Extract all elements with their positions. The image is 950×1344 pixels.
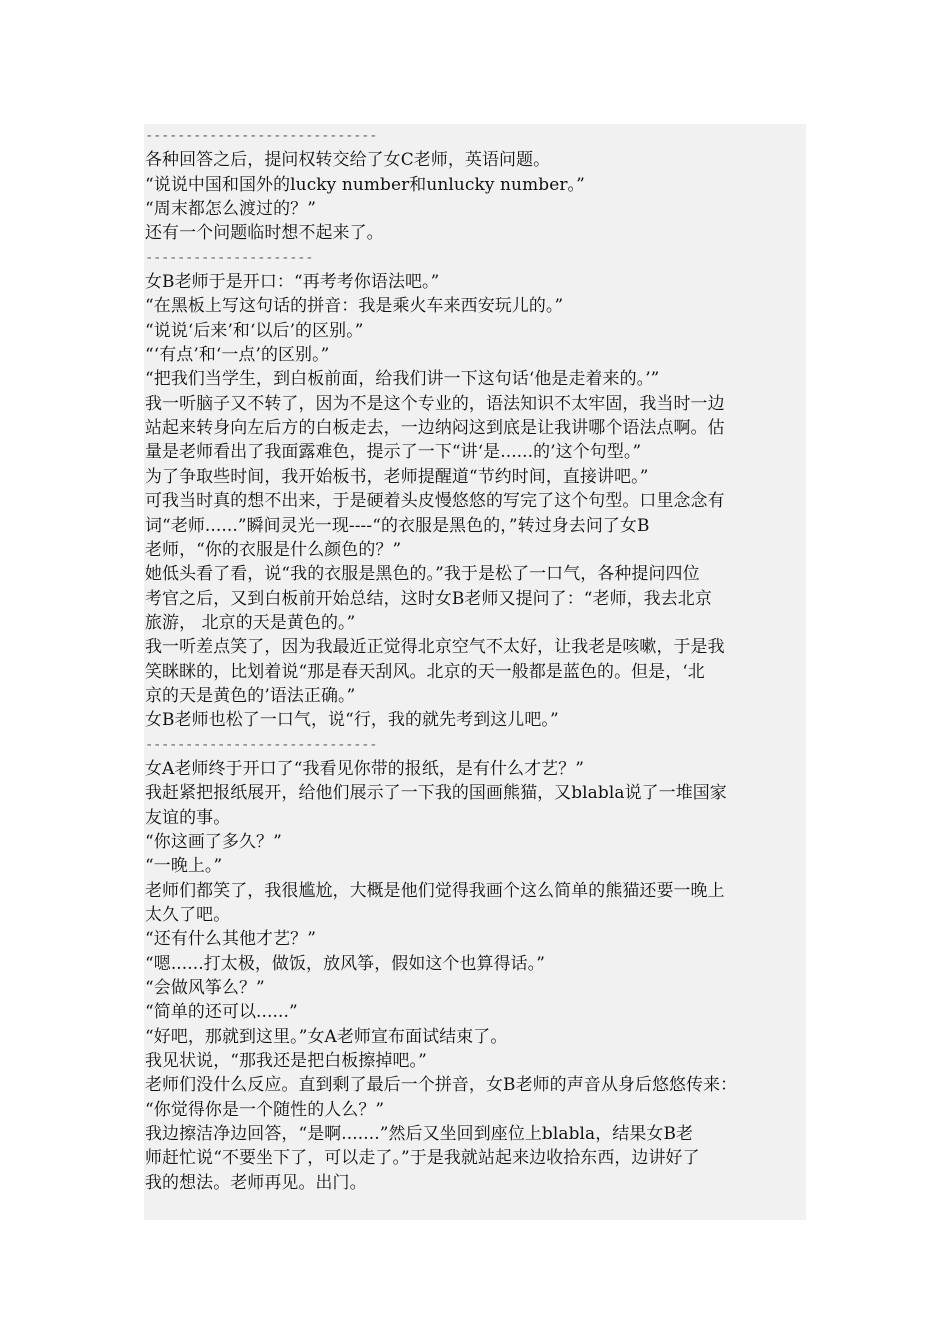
text-line: 女B老师也松了一口气，说“行，我的就先考到这儿吧。”: [145, 710, 559, 731]
text-line: 各种回答之后，提问权转交给了女C老师，英语问题。: [145, 150, 551, 171]
text-line: 为了争取些时间，我开始板书，老师提醒道“节约时间，直接讲吧。”: [145, 466, 649, 487]
text-line: 量是老师看出了我面露难色，提示了一下“讲‘是......的’这个句型。”: [145, 442, 642, 463]
text-line: 站起来转身向左后方的白板走去，一边纳闷这到底是让我讲哪个语法点啊。估: [145, 418, 725, 439]
text-line: “还有什么其他才艺？”: [145, 929, 316, 950]
text-line: “好吧，那就到这里。”女A老师宣布面试结束了。: [145, 1026, 508, 1047]
section-divider: ---------------------: [145, 249, 314, 266]
text-line: 她低头看了看，说“我的衣服是黑色的。”我于是松了一口气，各种提问四位: [145, 564, 700, 585]
text-line: 女B老师于是开口：“再考考你语法吧。”: [145, 272, 440, 293]
text-line: 太久了吧。: [145, 905, 231, 925]
text-line: 师赶忙说“不要坐下了，可以走了。”于是我就站起来边收拾东西，边讲好了: [145, 1148, 700, 1169]
text-line: 可我当时真的想不出来，于是硬着头皮慢悠悠的写完了这个句型。口里念念有: [145, 491, 725, 512]
text-line: “你觉得你是一个随性的人么？”: [145, 1099, 385, 1120]
text-line: 女A老师终于开口了“我看见你带的报纸，是有什么才艺？”: [145, 758, 585, 779]
section-divider: -----------------------------: [145, 128, 378, 144]
text-line: “说说中国和国外的lucky number和unlucky number。”: [145, 174, 585, 195]
text-line: “‘有点’和‘一点’的区别。”: [145, 345, 330, 366]
text-line: 我边擦洁净边回答，“是啊.......”然后又坐回到座位上blabla，结果女B老: [145, 1124, 694, 1145]
text-line: 笑眯眯的，比划着说“那是春天刮风。北京的天一般都是蓝色的。但是，‘北: [145, 661, 705, 682]
text-line: “把我们当学生，到白板前面，给我们讲一下这句话‘他是走着来的。’”: [145, 369, 660, 390]
text-line: 我一听脑子又不转了，因为不是这个专业的，语法知识不太牢固，我当时一边: [145, 393, 725, 414]
text-line: 我的想法。老师再见。出门。: [145, 1172, 367, 1193]
text-line: 老师们没什么反应。直到剩了最后一个拼音，女B老师的声音从身后悠悠传来：: [145, 1075, 738, 1096]
text-line: 词“老师......”瞬间灵光一现----“的衣服是黑色的，”转过身去问了女B: [145, 515, 650, 536]
text-line: 考官之后，又到白板前开始总结，这时女B老师又提问了：“老师，我去北京: [145, 588, 712, 609]
section-divider: -----------------------------: [145, 736, 378, 753]
text-line: “说说‘后来’和‘以后’的区别。”: [145, 320, 364, 341]
text-line: “会做风筝么？”: [145, 978, 265, 999]
text-line: “在黑板上写这句话的拼音：我是乘火车来西安玩儿的。”: [145, 296, 564, 317]
document-page: [144, 124, 806, 1220]
text-line: “嗯......打太极，做饭，放风筝，假如这个也算得话。”: [145, 953, 546, 974]
text-line: 旅游， 北京的天是黄色的。”: [145, 612, 356, 633]
text-line: 还有一个问题临时想不起来了。: [145, 223, 384, 244]
text-line: 我一听差点笑了，因为我最近正觉得北京空气不太好，让我老是咳嗽，于是我: [145, 637, 725, 658]
text-line: 友谊的事。: [145, 807, 231, 828]
text-line: “简单的还可以......”: [145, 1002, 298, 1023]
text-line: 我见状说，“那我还是把白板擦掉吧。”: [145, 1051, 427, 1072]
text-line: 京的天是黄色的’语法正确。”: [145, 685, 356, 706]
text-line: 我赶紧把报纸展开，给他们展示了一下我的国画熊猫，又blabla说了一堆国家: [145, 783, 727, 804]
text-line: “周末都怎么渡过的？”: [145, 199, 316, 220]
text-line: 老师们都笑了，我很尴尬，大概是他们觉得我画个这么简单的熊猫还要一晚上: [145, 880, 725, 901]
text-line: “你这画了多久？”: [145, 831, 282, 852]
text-line: 老师，“你的衣服是什么颜色的？”: [145, 539, 402, 560]
text-line: “一晚上。”: [145, 856, 223, 877]
document-body: [145, 124, 807, 1195]
